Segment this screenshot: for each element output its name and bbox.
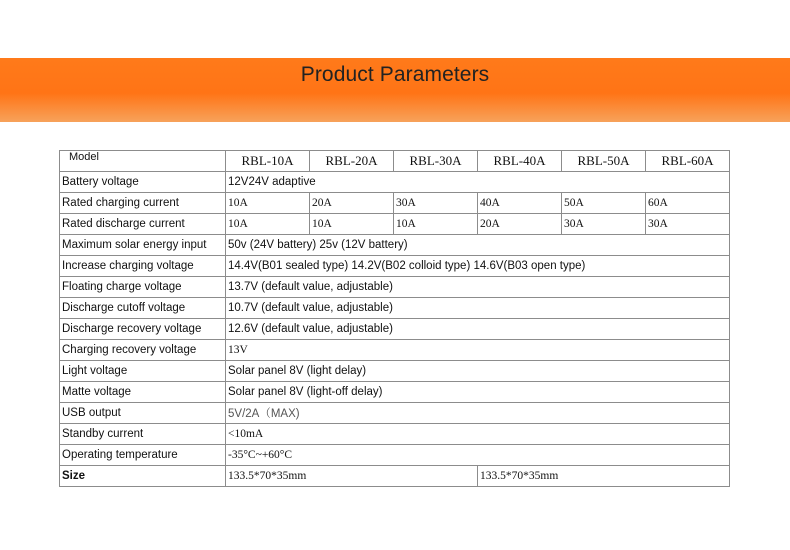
value-cell: Solar panel 8V (light delay) (226, 361, 730, 382)
value-cell: 5V/2A（MAX) (226, 403, 730, 424)
table-row (60, 214, 730, 235)
table-row (60, 151, 730, 172)
row-label: Rated charging current (60, 193, 226, 214)
table-row (60, 172, 730, 193)
value-cell: 30A (646, 214, 730, 235)
row-label: Discharge recovery voltage (60, 319, 226, 340)
row-label: Discharge cutoff voltage (60, 298, 226, 319)
value-cell: 14.4V(B01 sealed type) 14.2V(B02 colloid type) 14.6V(B03 open type) (226, 256, 730, 277)
title-banner (0, 58, 790, 122)
row-label: Maximum solar energy input (60, 235, 226, 256)
value-cell: 60A (646, 193, 730, 214)
value-cell: Solar panel 8V (light-off delay) (226, 382, 730, 403)
model-cell: RBL-60A (646, 151, 730, 172)
row-label: Light voltage (60, 361, 226, 382)
value-cell: 10.7V (default value, adjustable) (226, 298, 730, 319)
row-label: Battery voltage (60, 172, 226, 193)
table-row (60, 319, 730, 340)
table-row (60, 403, 730, 424)
value-cell: 50v (24V battery) 25v (12V battery) (226, 235, 730, 256)
table-row (60, 256, 730, 277)
row-label: Rated discharge current (60, 214, 226, 235)
value-cell: 13.7V (default value, adjustable) (226, 277, 730, 298)
value-cell: 10A (394, 214, 478, 235)
table-row (60, 424, 730, 445)
value-cell: 13V (226, 340, 730, 361)
table-row (60, 382, 730, 403)
row-label: Operating temperature (60, 445, 226, 466)
table-row (60, 361, 730, 382)
table-row (60, 235, 730, 256)
table-row (60, 466, 730, 487)
row-label: USB output (60, 403, 226, 424)
value-cell: 10A (226, 214, 310, 235)
row-label: Matte voltage (60, 382, 226, 403)
row-label: Size (60, 466, 226, 487)
model-cell: RBL-10A (226, 151, 310, 172)
value-cell: 12.6V (default value, adjustable) (226, 319, 730, 340)
model-cell: RBL-20A (310, 151, 394, 172)
value-cell: 20A (310, 193, 394, 214)
page-title: Product Parameters (300, 63, 490, 86)
row-label: Model (60, 151, 226, 172)
table-row (60, 445, 730, 466)
value-cell: 12V24V adaptive (226, 172, 730, 193)
table-row (60, 340, 730, 361)
row-label: Standby current (60, 424, 226, 445)
model-cell: RBL-50A (562, 151, 646, 172)
model-cell: RBL-40A (478, 151, 562, 172)
value-cell: 133.5*70*35mm (226, 466, 478, 487)
value-cell: 133.5*70*35mm (478, 466, 730, 487)
row-label: Increase charging voltage (60, 256, 226, 277)
value-cell: 10A (310, 214, 394, 235)
table-row (60, 193, 730, 214)
value-cell: 10A (226, 193, 310, 214)
model-cell: RBL-30A (394, 151, 478, 172)
table-row (60, 277, 730, 298)
row-label: Charging recovery voltage (60, 340, 226, 361)
value-cell: -35°C~+60°C (226, 445, 730, 466)
row-label: Floating charge voltage (60, 277, 226, 298)
value-cell: 50A (562, 193, 646, 214)
parameters-table (59, 150, 730, 487)
value-cell: <10mA (226, 424, 730, 445)
value-cell: 40A (478, 193, 562, 214)
value-cell: 30A (562, 214, 646, 235)
table-row (60, 298, 730, 319)
value-cell: 20A (478, 214, 562, 235)
value-cell: 30A (394, 193, 478, 214)
